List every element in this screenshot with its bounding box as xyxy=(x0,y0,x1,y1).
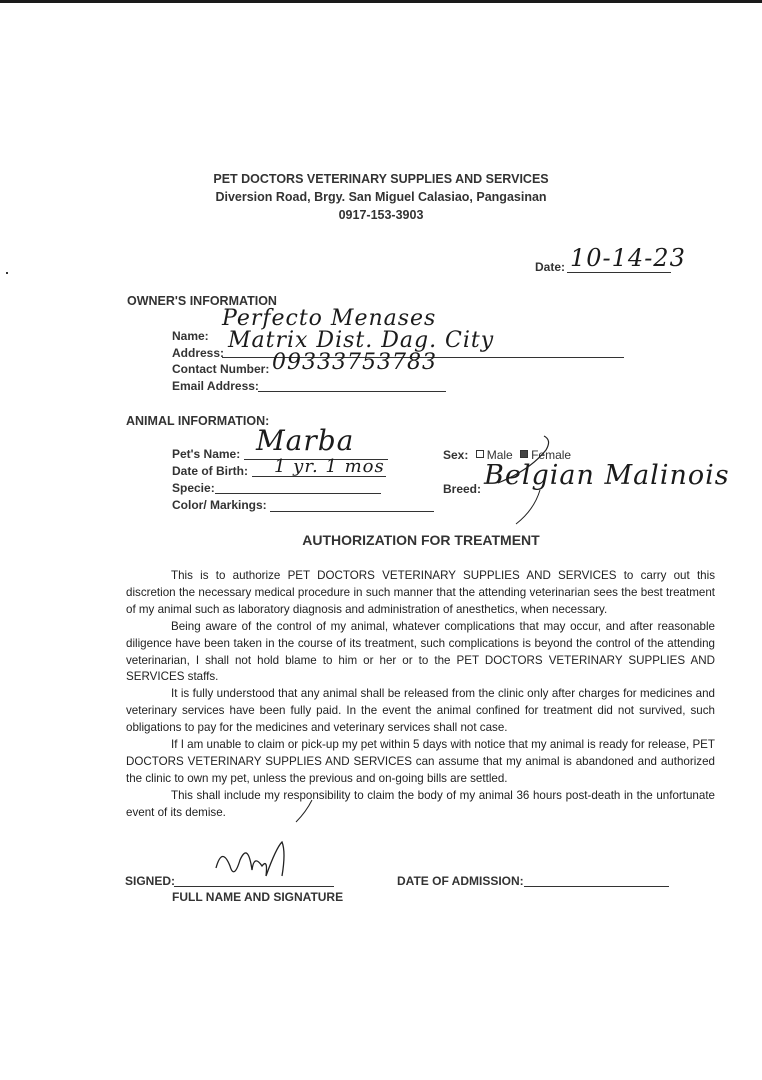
breed-value: Belgian Malinois xyxy=(484,460,730,491)
admission-date-label: DATE OF ADMISSION: xyxy=(397,874,524,888)
business-name: PET DOCTORS VETERINARY SUPPLIES AND SERVICES xyxy=(213,172,549,186)
authorization-title: AUTHORIZATION FOR TREATMENT xyxy=(302,532,540,548)
admission-date-line[interactable] xyxy=(524,886,669,887)
authorization-paragraph: This shall include my responsibility to claim the body of my animal 36 hours post-death in the unfortunate event of its demise. xyxy=(126,788,715,819)
signature-line[interactable] xyxy=(174,886,334,887)
specie-label: Specie: xyxy=(172,481,215,495)
business-address: Diversion Road, Brgy. San Miguel Calasiao, Pangasinan xyxy=(215,190,547,204)
date-value: 10-14-23 xyxy=(570,244,686,272)
contact-value: 09333753783 xyxy=(272,350,437,375)
authorization-paragraph: It is fully understood that any animal shall be released from the clinic only after charges for medicines and veterinary services have been fully paid. In the event the animal confined for treatment did not survived, such obligations to pay for the medicines and veterinary services shall not case. xyxy=(126,687,715,735)
pet-name-value: Marba xyxy=(256,424,355,457)
authorization-paragraph: If I am unable to claim or pick-up my pet within 5 days with notice that my animal is ready for release, PET DOCTORS VETERINARY SUPPLIES AND SERVICES can assume that my animal is abandoned and authorized the clinic to own my pet, unless the previous and on-going bills are settled. xyxy=(126,738,715,785)
signed-label: SIGNED: xyxy=(125,874,176,888)
color-label: Color/ Markings: xyxy=(172,498,267,512)
date-label: Date: xyxy=(535,260,566,274)
owner-section-title: OWNER'S INFORMATION xyxy=(127,294,277,308)
authorization-paragraph: This is to authorize PET DOCTORS VETERINARY SUPPLIES AND SERVICES to carry out this discretion the necessary medical procedure in such manner that the attending veterinarian sees the best treatment of my animal such as laboratory diagnosis and administration of anesthetics, when necessary. xyxy=(126,569,715,616)
owner-name-value: Perfecto Menases xyxy=(222,306,437,331)
signature-caption: FULL NAME AND SIGNATURE xyxy=(172,890,344,904)
breed-label: Breed: xyxy=(443,482,482,496)
signature-scribble xyxy=(216,842,284,876)
dob-value: 1 yr. 1 mos xyxy=(274,456,385,477)
authorization-paragraph: Being aware of the control of my animal, whatever complications that may occur, and after reasonable diligence have been taken in the course of its treatment, such complications is beyond the control of the attending veterinarian, I shall not hold blame to him or her or to the PET DOCTORS VETERINARY SUPPLIES AND SERVICES staffs. xyxy=(126,619,715,684)
business-phone: 0917-153-3903 xyxy=(338,208,424,222)
animal-section-title: ANIMAL INFORMATION: xyxy=(126,414,270,428)
owner-address-label: Address: xyxy=(172,346,225,360)
pet-name-label: Pet's Name: xyxy=(172,447,241,461)
email-label: Email Address: xyxy=(172,379,259,393)
sex-option-female[interactable]: Female xyxy=(520,448,571,462)
ink-breed-tail-stroke xyxy=(516,490,540,524)
authorization-body xyxy=(126,568,715,822)
owner-name-label: Name: xyxy=(172,329,209,343)
dob-label: Date of Birth: xyxy=(172,464,248,478)
sex-option-male[interactable]: Male xyxy=(476,448,513,462)
contact-label: Contact Number: xyxy=(172,362,270,376)
sex-label: Sex: xyxy=(443,448,469,462)
ink-checkmark-stroke xyxy=(498,436,549,483)
owner-address-value: Matrix Dist. Dag. City xyxy=(228,328,495,353)
